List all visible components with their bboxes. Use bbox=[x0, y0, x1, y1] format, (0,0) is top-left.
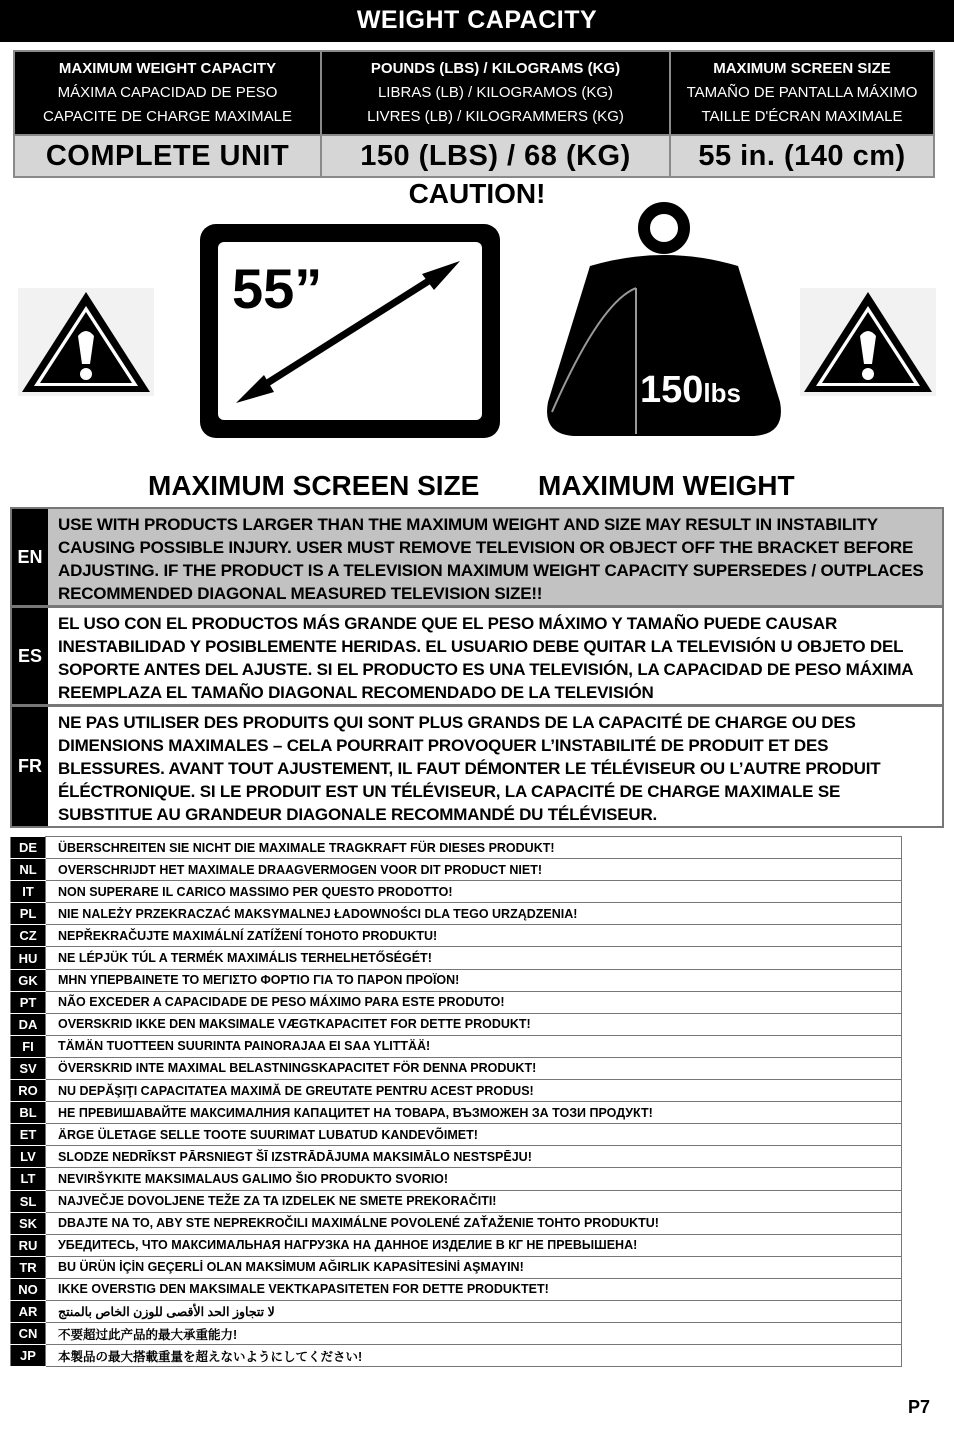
warning-text: 本製品の最大搭載重量を超えないようにしてください! bbox=[46, 1345, 902, 1367]
warning-text: 不要超过此产品的最大承重能力! bbox=[46, 1323, 902, 1345]
warning-text: DBAJTE NA TO, ABY STE NEPREKROČILI MAXIMÁLNE POVOLENÉ ZAŤAŽENIE TOHTO PRODUKTU! bbox=[46, 1212, 902, 1234]
language-code: TR bbox=[11, 1256, 46, 1278]
table-row bbox=[11, 1300, 902, 1322]
table-row bbox=[11, 903, 902, 925]
warning-text: NE PAS UTILISER DES PRODUITS QUI SONT PLUS GRANDS DE LA CAPACITÉ DE CHARGE OU DES DIMENSIONS MAXIMALES – CELA POURRAIT PROVOQUER L’INSTABILITÉ DE PRODUIT ET DES BLESSURES. AVANT TOUT AJUSTEMENT, IL FAUT DÉMONTER LE TÉLÉVISEUR OU L’AUTRE PRODUIT ÉLÉCTRONIQUE. SI LE PRODUIT EST UN TÉLÉVISEUR, LA CAPACITÉ DE CHARGE MAXIMALE SE SUBSTITUE AU GRANDEUR DIAGONALE RECOMMANDÉ DU TÉLÉVISEUR. bbox=[58, 713, 881, 824]
warning-text: SLODZE NEDRĪKST PĀRSNIEGT ŠĪ IZSTRĀDĀJUMA MAKSIMĀLO NESTSPĒJU! bbox=[46, 1146, 902, 1168]
table-row bbox=[11, 1013, 902, 1035]
tv-screen-size-icon bbox=[198, 222, 502, 440]
warning-text: NU DEPĂŞIŢI CAPACITATEA MAXIMĂ DE GREUTATE PENTRU ACEST PRODUS! bbox=[46, 1080, 902, 1102]
warning-text: ÄRGE ÜLETAGE SELLE TOOTE SUURIMAT LUBATUD KANDEVÕIMET! bbox=[46, 1124, 902, 1146]
warning-text: لا تتجاوز الحد الأقصى للوزن الخاص بالمنتج bbox=[46, 1300, 902, 1322]
table-row bbox=[11, 947, 902, 969]
language-code: CZ bbox=[11, 925, 46, 947]
warning-text: NEPŘEKRAČUJTE MAXIMÁLNÍ ZATÍŽENÍ TOHOTO PRODUKTU! bbox=[46, 925, 902, 947]
table-row bbox=[11, 1323, 902, 1345]
table-row bbox=[11, 1168, 902, 1190]
weight-icon bbox=[540, 202, 786, 440]
language-code: SL bbox=[11, 1190, 46, 1212]
weight-number: 150lbs bbox=[640, 369, 741, 411]
header-screen-size: MAXIMUM SCREEN SIZE TAMAÑO DE PANTALLA MÁXIMO TAILLE D'ÉCRAN MAXIMALE bbox=[670, 51, 934, 135]
language-code: BL bbox=[11, 1102, 46, 1124]
table-row bbox=[11, 1256, 902, 1278]
warning-triangle-icon bbox=[800, 288, 936, 396]
warning-text: OVERSKRID IKKE DEN MAKSIMALE VÆGTKAPACITET FOR DETTE PRODUKT! bbox=[46, 1013, 902, 1035]
table-row bbox=[11, 1234, 902, 1256]
value-screen-size: 55 in. (140 cm) bbox=[670, 135, 934, 177]
language-code: PL bbox=[11, 903, 46, 925]
caution-heading: CAUTION! bbox=[408, 178, 546, 209]
table-row bbox=[11, 1102, 902, 1124]
warning-text: TÄMÄN TUOTTEEN SUURINTA PAINORAJAA EI SAA YLITTÄÄ! bbox=[46, 1035, 902, 1057]
page-number: P7 bbox=[908, 1397, 931, 1417]
warning-text: ΜΗΝ ΥΠΕΡΒΑΙΝΕΤΕ ΤΟ ΜΕΓΙΣΤΟ ΦΟΡΤΙΟ ΓΙΑ ΤΟ ΠΑΡΟΝ ΠΡΟΪΟΝ! bbox=[46, 969, 902, 991]
language-code: ET bbox=[11, 1124, 46, 1146]
warning-text: NON SUPERARE IL CARICO MASSIMO PER QUESTO PRODOTTO! bbox=[46, 881, 902, 903]
table-row bbox=[11, 1080, 902, 1102]
table-row bbox=[11, 991, 902, 1013]
language-code: PT bbox=[11, 991, 46, 1013]
table-row bbox=[11, 859, 902, 881]
table-row bbox=[11, 969, 902, 991]
language-code: DE bbox=[11, 837, 46, 859]
capacity-table bbox=[13, 50, 935, 178]
warning-en bbox=[10, 507, 944, 607]
warning-text: IKKE OVERSTIG DEN MAKSIMALE VEKTKAPASITETEN FOR DETTE PRODUKTET! bbox=[46, 1278, 902, 1300]
language-code: JP bbox=[11, 1345, 46, 1367]
table-row bbox=[11, 1035, 902, 1057]
language-code: SV bbox=[11, 1057, 46, 1079]
tv-size-label: 55” bbox=[232, 257, 323, 320]
table-row bbox=[11, 1057, 902, 1079]
multilingual-warning-table bbox=[10, 836, 902, 1367]
page-title: WEIGHT CAPACITY bbox=[0, 0, 954, 42]
language-code: FR bbox=[12, 707, 48, 826]
header-weight-capacity: MAXIMUM WEIGHT CAPACITY MÁXIMA CAPACIDAD DE PESO CAPACITE DE CHARGE MAXIMALE bbox=[14, 51, 321, 135]
warning-text: USE WITH PRODUCTS LARGER THAN THE MAXIMUM WEIGHT AND SIZE MAY RESULT IN INSTABILITY CAUSING POSSIBLE INJURY. USER MUST REMOVE TELEVISION OR OBJECT OFF THE BRACKET BEFORE ADJUSTING. IF THE PRODUCT IS A TELEVISION MAXIMUM WEIGHT CAPACITY SUPERSEDES / OUTPLACES RECOMMENDED DIAGONAL MEASURED TELEVISION SIZE!! bbox=[48, 509, 942, 605]
language-code: ES bbox=[12, 608, 48, 704]
warning-text: NÃO EXCEDER A CAPACIDADE DE PESO MÁXIMO PARA ESTE PRODUTO! bbox=[46, 991, 902, 1013]
table-row bbox=[11, 1190, 902, 1212]
max-weight-label: MAXIMUM WEIGHT bbox=[538, 470, 795, 501]
language-code: IT bbox=[11, 881, 46, 903]
table-row bbox=[11, 925, 902, 947]
language-code: LT bbox=[11, 1168, 46, 1190]
warning-fr bbox=[10, 705, 944, 828]
language-code: GK bbox=[11, 969, 46, 991]
table-row bbox=[11, 1278, 902, 1300]
table-row bbox=[11, 881, 902, 903]
max-screen-size-label: MAXIMUM SCREEN SIZE bbox=[148, 470, 480, 501]
warning-text: ÖVERSKRID INTE MAXIMAL BELASTNINGSKAPACITET FÖR DENNA PRODUKT! bbox=[46, 1057, 902, 1079]
table-row bbox=[11, 1345, 902, 1367]
warning-text: NE LÉPJÜK TÚL A TERMÉK MAXIMÁLIS TERHELHETŐSÉGÉT! bbox=[46, 947, 902, 969]
language-code: NO bbox=[11, 1278, 46, 1300]
table-row bbox=[11, 1146, 902, 1168]
table-row bbox=[11, 1212, 902, 1234]
language-code: FI bbox=[11, 1035, 46, 1057]
warning-text: OVERSCHRIJDT HET MAXIMALE DRAAGVERMOGEN VOOR DIT PRODUCT NIET! bbox=[46, 859, 902, 881]
table-row bbox=[11, 1124, 902, 1146]
value-unit: COMPLETE UNIT bbox=[14, 135, 321, 177]
warning-text: BU ÜRÜN İÇİN GEÇERLİ OLAN MAKSİMUM AĞIRLIK KAPASİTESİNİ AŞMAYIN! bbox=[46, 1256, 902, 1278]
language-code: EN bbox=[12, 509, 48, 605]
language-code: DA bbox=[11, 1013, 46, 1035]
language-code: RO bbox=[11, 1080, 46, 1102]
language-code: RU bbox=[11, 1234, 46, 1256]
warning-es bbox=[10, 606, 944, 706]
language-code: CN bbox=[11, 1323, 46, 1345]
warning-text: НЕ ПРЕВИШАВАЙТЕ МАКСИМАЛНИЯ КАПАЦИТЕТ НА ТОВАРА, ВЪЗМОЖЕН ЗА ТОЗИ ПРОДУКТ! bbox=[46, 1102, 902, 1124]
language-code: NL bbox=[11, 859, 46, 881]
language-code: SK bbox=[11, 1212, 46, 1234]
warning-text: NAJVEČJE DOVOLJENE TEŽE ZA TA IZDELEK NE SMETE PREKORAČITI! bbox=[46, 1190, 902, 1212]
warning-text: ÜBERSCHREITEN SIE NICHT DIE MAXIMALE TRAGKRAFT FÜR DIESES PRODUKT! bbox=[46, 837, 902, 859]
warning-text: EL USO CON EL PRODUCTOS MÁS GRANDE QUE EL PESO MÁXIMO Y TAMAÑO PUEDE CAUSAR INESTABILIDAD Y POSIBLEMENTE HERIDAS. EL USUARIO DEBE QUITAR LA TELEVISIÓN U OBJETO DEL SOPORTE ANTES DEL AJUSTE. SI EL PRODUCTO ES UNA TELEVISIÓN, LA CAPACIDAD DE PESO MÁXIMA REEMPLAZA EL TAMAÑO DIAGONAL RECOMENDADO DE LA TELEVISIÓN bbox=[58, 614, 913, 702]
value-weight: 150 (LBS) / 68 (KG) bbox=[321, 135, 670, 177]
warning-text: NEVIRŠYKITE MAKSIMALAUS GALIMO ŠIO PRODUKTO SVORIO! bbox=[46, 1168, 902, 1190]
warning-text: УБЕДИТЕСЬ, ЧТО МАКСИМАЛЬНАЯ НАГРУЗКА НА ДАННОЕ ИЗДЕЛИЕ В КГ НЕ ПРЕВЫШЕНА! bbox=[46, 1234, 902, 1256]
language-code: LV bbox=[11, 1146, 46, 1168]
language-code: HU bbox=[11, 947, 46, 969]
header-units: POUNDS (LBS) / KILOGRAMS (KG) LIBRAS (LB) / KILOGRAMOS (KG) LIVRES (LB) / KILOGRAMMERS (KG) bbox=[321, 51, 670, 135]
table-row bbox=[11, 837, 902, 859]
warning-triangle-icon bbox=[18, 288, 154, 396]
language-code: AR bbox=[11, 1300, 46, 1322]
warning-text: NIE NALEŻY PRZEKRACZAĆ MAKSYMALNEJ ŁADOWNOŚCI DLA TEGO URZĄDZENIA! bbox=[46, 903, 902, 925]
